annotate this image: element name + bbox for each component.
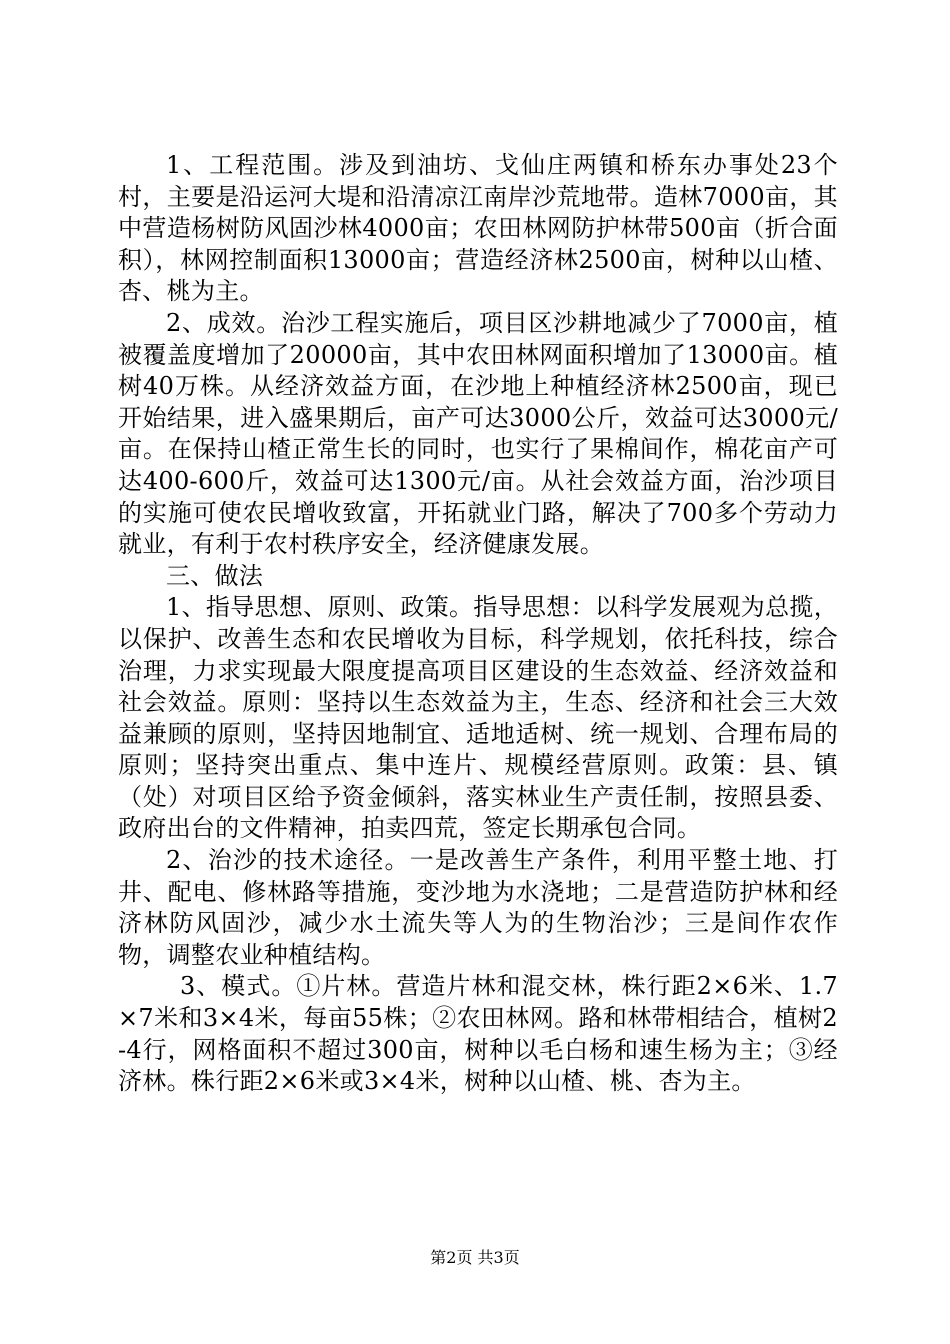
paragraph-project-scope: 1、工程范围。涉及到油坊、戈仙庄两镇和桥东办事处23个村，主要是沿运河大堤和沿清凉江南岸沙荒地带。造林7000亩，其中营造杨树防风固沙林4000亩；农田林网防护林带500亩（折合面积），林网控制面积13000亩；营造经济林2500亩，树种以山楂、杏、桃为主。 [118,151,838,306]
paragraph-technical-approach: 2、治沙的技术途径。一是改善生产条件，利用平整土地、打井、配电、修林路等措施，变沙地为水浇地；二是营造防护林和经济林防风固沙，减少水土流失等人为的生物治沙；三是间作农作物，调整农业种植结构。 [118,846,838,969]
section-heading-methods: 三、做法 [166,561,264,590]
paragraph-results: 2、成效。治沙工程实施后，项目区沙耕地减少了7000亩，植被覆盖度增加了20000亩，其中农田林网面积增加了13000亩。植树40万株。从经济效益方面，在沙地上种植经济林2500亩，现已开始结果，进入盛果期后，亩产可达3000公斤，效益可达3000元/亩。在保持山楂正常生长的同时，也实行了果棉间作，棉花亩产可达400-600斤，效益可达1300元/亩。从社会效益方面，治沙项目的实施可使农民增收致富，开拓就业门路，解决了700多个劳动力就业，有利于农村秩序安全，经济健康发展。 [118,308,838,559]
paragraph-models: 3、模式。①片林。营造片林和混交林，株行距2×6米、1.7×7米和3×4米，每亩55株；②农田林网。路和林带相结合，植树2-4行，网格面积不超过300亩，树种以毛白杨和速生杨为主；③经济林。株行距2×6米或3×4米，树种以山楂、桃、杏为主。 [118,972,838,1096]
paragraph-guiding-principles: 1、指导思想、原则、政策。指导思想：以科学发展观为总揽，以保护、改善生态和农民增收为目标，科学规划，依托科技，综合治理，力求实现最大限度提高项目区建设的生态效益、经济效益和社会效益。原则：坚持以生态效益为主，生态、经济和社会三大效益兼顾的原则，坚持因地制宜、适地适树、统一规划、合理布局的原则；坚持突出重点、集中连片、规模经营原则。政策：县、镇（处）对项目区给予资金倾斜，落实林业生产责任制，按照县委、政府出台的文件精神，拍卖四荒，签定长期承包合同。 [118,593,838,843]
page-number-footer: 第2页 共3页 [430,1248,520,1267]
document-body [118,150,838,1098]
